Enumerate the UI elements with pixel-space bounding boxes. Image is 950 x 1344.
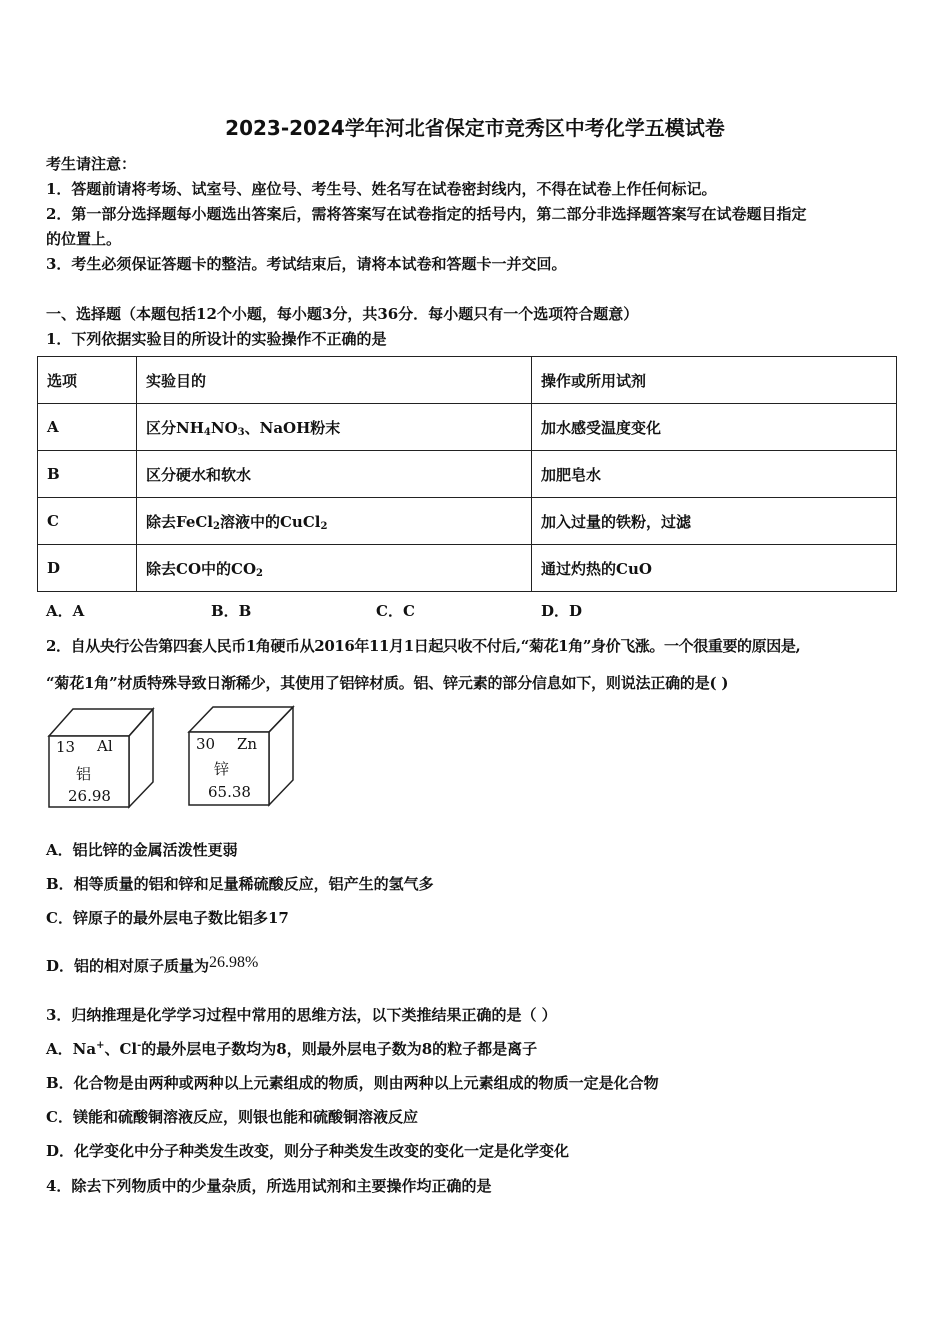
page-title: 2023-2024学年河北省保定市竞秀区中考化学五模试卷 bbox=[225, 116, 725, 140]
section-heading: 一、选择题（本题包括12个小题，每小题3分，共36分．每小题只有一个选项符合题意） bbox=[46, 305, 639, 323]
subscript: 4 bbox=[203, 426, 211, 438]
table-cell: D bbox=[38, 545, 137, 592]
cell-text: 、NaOH粉末 bbox=[244, 418, 341, 437]
cell-text: 溶液中的CuCl bbox=[219, 512, 321, 531]
table-row bbox=[38, 498, 897, 545]
notice-item: 1．答题前请将考场、试室号、座位号、考生号、姓名写在试卷密封线内，不得在试卷上作任何标记。 bbox=[46, 180, 717, 198]
q1-choice-a: A．A bbox=[46, 602, 85, 620]
table-header-row bbox=[38, 357, 897, 404]
notice-item: 2．第一部分选择题每小题选出答案后，需将答案写在试卷指定的括号内，第二部分非选择题答案写在试卷题目指定 bbox=[46, 205, 807, 223]
element-card-zn bbox=[186, 704, 298, 808]
element-name: 铝 bbox=[76, 765, 92, 783]
q4-stem: 4．除去下列物质中的少量杂质，所选用试剂和主要操作均正确的是 bbox=[46, 1177, 492, 1195]
q2-option-c: C．锌原子的最外层电子数比铝多17 bbox=[46, 909, 289, 927]
table-cell bbox=[137, 498, 532, 545]
atomic-mass: 26.98 bbox=[68, 787, 111, 805]
element-name: 锌 bbox=[214, 760, 230, 778]
table-cell: 区分硬水和软水 bbox=[137, 451, 532, 498]
q3-stem: 3．归纳推理是化学学习过程中常用的思维方法，以下类推结果正确的是（ ） bbox=[46, 1006, 557, 1024]
subscript: 3 bbox=[237, 426, 245, 438]
table-header-cell: 实验目的 bbox=[137, 357, 532, 404]
table-cell: 通过灼热的CuO bbox=[532, 545, 897, 592]
table-cell: 加肥皂水 bbox=[532, 451, 897, 498]
q2-stem: “菊花1角”材质特殊导致日渐稀少，其使用了铝锌材质。铝、锌元素的部分信息如下，则说法正确的是( ) bbox=[46, 674, 729, 692]
option-text: D．铝的相对原子质量为 bbox=[46, 957, 210, 975]
cell-text: NO bbox=[210, 418, 238, 437]
element-symbol: Al bbox=[97, 737, 113, 755]
option-text: A．Na bbox=[46, 1040, 97, 1058]
cell-text: 区分NH bbox=[146, 418, 204, 437]
table-cell: 加水感受温度变化 bbox=[532, 404, 897, 451]
q3-option-a bbox=[46, 1038, 537, 1059]
q1-choice-d: D．D bbox=[541, 602, 583, 620]
table-header-cell: 操作或所用试剂 bbox=[532, 357, 897, 404]
table-row bbox=[38, 404, 897, 451]
cell-text: 除去FeCl bbox=[146, 512, 214, 531]
q1-stem: 1．下列依据实验目的所设计的实验操作不正确的是 bbox=[46, 330, 387, 348]
atomic-number: 30 bbox=[196, 735, 216, 753]
option-value: 26.98% bbox=[209, 954, 259, 971]
q3-option-d: D．化学变化中分子种类发生改变，则分子种类发生改变的变化一定是化学变化 bbox=[46, 1142, 570, 1160]
option-text: 、Cl bbox=[104, 1040, 138, 1058]
table-cell: A bbox=[38, 404, 137, 451]
atomic-mass: 65.38 bbox=[208, 783, 251, 801]
subscript: 2 bbox=[213, 520, 220, 532]
q1-choice-c: C．C bbox=[376, 602, 415, 620]
notice-heading: 考生请注意： bbox=[46, 155, 137, 173]
atomic-number: 13 bbox=[56, 738, 76, 756]
table-cell bbox=[137, 545, 532, 592]
table-cell: 加入过量的铁粉，过滤 bbox=[532, 498, 897, 545]
q1-table bbox=[37, 356, 897, 592]
q3-option-c: C．镁能和硫酸铜溶液反应，则银也能和硫酸铜溶液反应 bbox=[46, 1108, 418, 1126]
notice-item: 的位置上。 bbox=[46, 230, 122, 248]
q2-option-b: B．相等质量的铝和锌和足量稀硫酸反应，铝产生的氢气多 bbox=[46, 875, 434, 893]
q2-stem: 2．自从央行公告第四套人民币1角硬币从2016年11月1日起只收不付后,“菊花1角”身价飞涨。一个很重要的原因是, bbox=[46, 637, 801, 655]
q2-option-d bbox=[46, 954, 258, 976]
q1-choice-b: B．B bbox=[211, 602, 252, 620]
table-cell bbox=[137, 404, 532, 451]
q3-option-b: B．化合物是由两种或两种以上元素组成的物质，则由两种以上元素组成的物质一定是化合物 bbox=[46, 1074, 659, 1092]
table-row bbox=[38, 451, 897, 498]
element-card-al bbox=[46, 706, 158, 810]
superscript: + bbox=[96, 1040, 105, 1051]
subscript: 2 bbox=[320, 520, 328, 532]
subscript: 2 bbox=[256, 567, 263, 579]
notice-item: 3．考生必须保证答题卡的整洁。考试结束后，请将本试卷和答题卡一并交回。 bbox=[46, 255, 567, 273]
q2-option-a: A．铝比锌的金属活泼性更弱 bbox=[46, 841, 238, 859]
option-text: 的最外层电子数均为8，则最外层电子数为8的粒子都是离子 bbox=[141, 1040, 538, 1058]
superscript: - bbox=[137, 1040, 142, 1051]
element-symbol: Zn bbox=[237, 735, 258, 753]
table-row bbox=[38, 545, 897, 592]
cell-text: 除去CO中的CO bbox=[146, 559, 257, 578]
table-cell: C bbox=[38, 498, 137, 545]
table-cell: B bbox=[38, 451, 137, 498]
table-header-cell: 选项 bbox=[38, 357, 137, 404]
